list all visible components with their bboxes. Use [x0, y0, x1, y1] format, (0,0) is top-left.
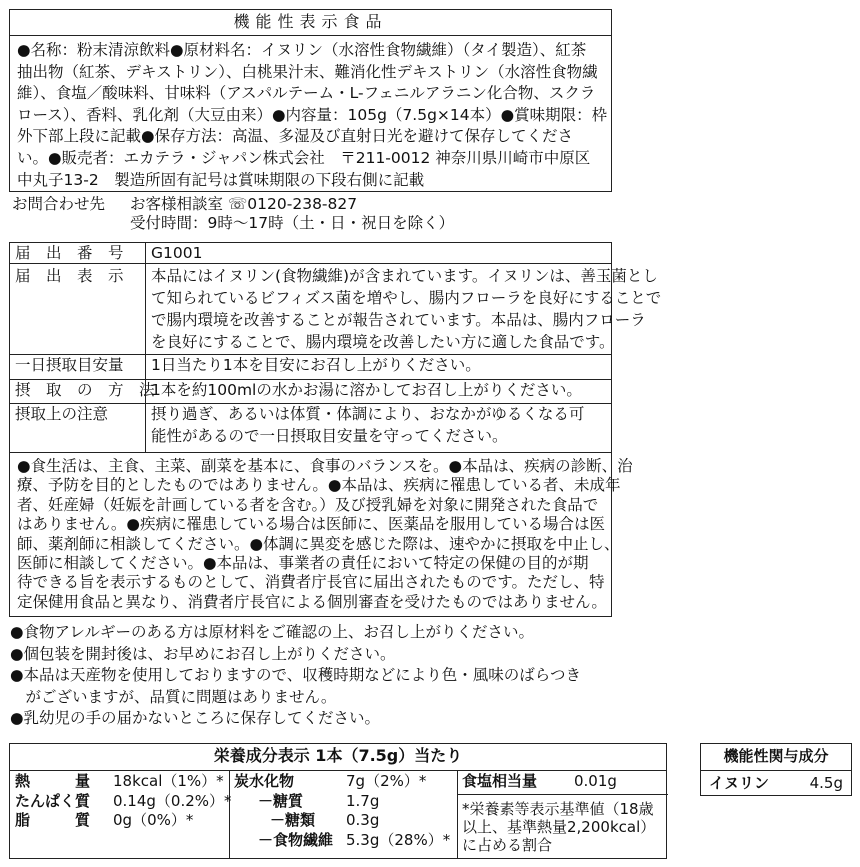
nutrient-name: 炭水化物 — [234, 772, 295, 790]
nutrition-row — [234, 772, 452, 792]
nutrition-footnote-line: 以上、基準熱量2,200kcal） — [462, 818, 656, 836]
caution-item: ●食物アレルギーのある方は原材料をご確認の上、お召し上がりください。 — [10, 623, 535, 641]
nutrition-col-2 — [234, 772, 452, 850]
notification-note-line: 待できる旨を表示するものとして、消費者庁長官に届出されたものです。ただし、特 — [17, 573, 605, 592]
notification-row-value — [151, 405, 584, 449]
label-body-line: い。●販売者：エカテラ・ジャパン株式会社 〒211-0012 神奈川県川崎市中原区 — [17, 148, 591, 167]
salt-value: 0.01g — [574, 772, 617, 790]
label-body-line: ●名称：粉末清涼飲料●原材料名：イヌリン（水溶性食物繊維）（タイ製造）、紅茶 — [17, 41, 587, 59]
nutrition-col-3 — [462, 772, 662, 854]
nutrient-value: 5.3g（28%）* — [346, 830, 451, 849]
functional-value: 4.5g — [809, 774, 843, 792]
notification-row-label: 届 出 表 示 — [15, 267, 124, 285]
label-body-line: 中丸子13-2 製造所固有記号は賞味期限の下段右側に記載 — [17, 170, 425, 189]
nutrition-footnote-line: *栄養素等表示基準値（18歳 — [462, 800, 654, 818]
nutrient-name: 脂 質 — [15, 811, 91, 829]
salt-label: 食塩相当量 — [462, 772, 538, 790]
functional-name: イヌリン — [709, 774, 770, 792]
nutrient-name: －糖質 — [258, 791, 304, 810]
notification-note-line: 師、薬剤師に相談してください。●体調に異変を感じた際は、速やかに摂取を中止し、 — [17, 534, 620, 553]
label-body-line: 維）、食塩／酸味料、甘味料（アスパルテーム・L-フェニルアラニン化合物、スクラ — [17, 84, 596, 103]
notification-row-label: 摂取上の注意 — [15, 405, 109, 423]
nutrient-name: －食物繊維 — [258, 830, 334, 849]
notification-box — [9, 242, 662, 617]
notification-notes — [17, 457, 633, 612]
nutrient-value: 0.14g（0.2%）* — [113, 791, 232, 810]
nutrient-name: たんぱく質 — [15, 791, 91, 810]
contact-phone: お客様相談室 ☏0120-238-827 — [130, 195, 358, 213]
notification-row-value — [151, 267, 661, 355]
notification-row-value-line: で腸内環境を改善することが報告されています。本品は、腸内フローラ — [151, 311, 646, 329]
caution-item: ●個包装を開封後は、お早めにお召し上がりください。 — [10, 644, 396, 663]
functional-ingredient-box — [700, 743, 852, 796]
notification-row-label: 届 出 番 号 — [15, 244, 124, 262]
nutrition-row — [15, 791, 232, 812]
nutrient-value: 1.7g — [346, 791, 380, 810]
label-body-line: ロース）、香料、乳化剤（大豆由来）●内容量：105g（7.5g×14本）●賞味期限：枠 — [17, 105, 608, 124]
notification-note-line: ●食生活は、主食、主菜、副菜を基本に、食事のバランスを。●本品は、疾病の診断、治 — [17, 457, 633, 475]
notification-note-line: 定保健用食品と異なり、消費者庁長官による個別審査を受けたものではありません。 — [17, 592, 607, 611]
nutrient-name: 熱 量 — [15, 772, 91, 790]
notification-row-value-line: 1本を約100mlの水かお湯に溶かしてお召し上がりください。 — [151, 381, 582, 399]
nutrition-col-1 — [15, 772, 232, 831]
nutrient-value: 18kcal（1%）* — [113, 772, 224, 790]
label-body — [17, 41, 607, 192]
contact-hours: 受付時間：9時～17時（土・日・祝日を除く） — [130, 214, 455, 232]
nutrition-row — [15, 811, 225, 831]
functional-title: 機能性関与成分 — [723, 747, 829, 765]
notification-row-value-line: て知られているビフィズス菌を増やし、腸内フローラを良好にすることで — [151, 289, 662, 307]
notification-row-value — [151, 381, 582, 403]
notification-row-value-line: G1001 — [151, 244, 203, 262]
nutrition-footnote — [462, 800, 655, 854]
caution-item: ●乳幼児の手の届かないところに保存してください。 — [10, 709, 381, 727]
notification-note-line: 療、予防を目的としたものではありません。●本品は、疾病に罹患している者、未成年 — [17, 476, 621, 495]
product-label-box — [9, 9, 612, 192]
notification-row-label: 摂 取 の 方 法 — [15, 381, 155, 399]
nutrient-name: －糖類 — [270, 811, 316, 829]
notification-row-label: 一日摂取目安量 — [15, 356, 124, 374]
caution-item: がございますが、品質に問題はありません。 — [10, 687, 337, 706]
label-title: 機能性表示食品 — [233, 12, 388, 31]
nutrition-facts-box — [9, 743, 667, 859]
nutrition-title: 栄養成分表示 1本（7.5g）当たり — [213, 746, 463, 765]
nutrient-value: 0g（0%）* — [113, 811, 194, 829]
nutrition-footnote-line: に占める割合 — [462, 836, 553, 854]
cautions-list — [10, 623, 581, 731]
notification-row-value-line: 1日当たり1本を目安にお召し上がりください。 — [151, 356, 481, 374]
nutrient-value: 0.3g — [346, 811, 380, 829]
label-body-line: 外下部上段に記載●保存方法：高温、多湿及び直射日光を避けて保存してくださ — [17, 127, 574, 146]
notification-row-value-line: 能性があるので一日摂取目安量を守ってください。 — [151, 427, 508, 445]
notification-row-value — [151, 356, 481, 378]
notification-note-line: 者、妊産婦（妊娠を計画している者を含む。）及び授乳婦を対象に開発された食品で — [17, 495, 599, 514]
notification-row-value-line: を良好にすることで、腸内環境を改善したい方に適した食品です。 — [151, 333, 615, 351]
nutrition-row — [15, 772, 225, 792]
notification-note-line: 医師に相談してください。●本品は、事業者の責任において特定の保健の目的が期 — [17, 553, 589, 572]
nutrition-row — [234, 831, 452, 851]
notification-row-value-line: 本品にはイヌリン(食物繊維)が含まれています。イヌリンは、善玉菌とし — [151, 267, 658, 285]
notification-note-line: はありません。●疾病に罹患している場合は医師に、医薬品を服用している場合は医 — [17, 515, 605, 534]
label-body-line: 抽出物（紅茶、デキストリン）、白桃果汁末、難消化性デキストリン（水溶性食物繊 — [17, 62, 598, 81]
nutrition-row — [234, 811, 452, 831]
nutrition-row — [234, 792, 452, 812]
notification-row-value-line: 摂り過ぎ、あるいは体質・体調により、おなかがゆるくなる可 — [151, 405, 585, 423]
caution-item: ●本品は天産物を使用しておりますので、収穫時期などにより色・風味のばらつき — [10, 666, 582, 684]
nutrient-value: 7g（2%）* — [346, 772, 427, 790]
contact-label: お問合わせ先 — [12, 195, 106, 213]
